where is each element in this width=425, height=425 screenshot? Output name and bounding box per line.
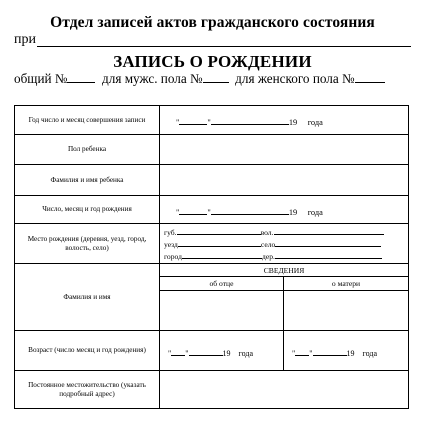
male-number-label: для мужс. пола № [102, 71, 203, 86]
father-age-value: " " 19 года [160, 344, 283, 358]
table-row [15, 165, 409, 196]
general-number-label: общий № [14, 71, 68, 86]
age-label: Возраст (число месяц и год рождения) [15, 331, 160, 371]
place-line-gorod: город дер. [160, 250, 408, 262]
child-name-label: Фамилия и имя ребенка [15, 165, 160, 196]
mother-age-field [284, 331, 409, 371]
table-row [15, 224, 409, 264]
birth-date-label: Число, месяц и год рождения [15, 196, 160, 224]
table-row [15, 106, 409, 135]
residence-field [160, 371, 409, 409]
table-row [15, 135, 409, 165]
child-name-field [160, 165, 409, 196]
registration-date-label: Год число и месяц совершения записи [15, 106, 160, 135]
birth-record-table [14, 105, 409, 409]
record-counts [14, 71, 414, 87]
father-age-field [160, 331, 284, 371]
father-header: об отце [160, 277, 284, 291]
registration-date-field [160, 106, 409, 135]
table-row [15, 331, 409, 371]
residence-label: Постоянное местожительство (указать подробный адрес) [15, 371, 160, 409]
pri-label: при [14, 32, 36, 47]
birth-date-field [160, 196, 409, 224]
sex-label: Пол ребенка [15, 135, 160, 165]
table-row [15, 264, 409, 277]
mother-surname-field [284, 291, 409, 331]
info-header: СВЕДЕНИЯ [160, 264, 409, 277]
female-number-blank [355, 71, 385, 83]
male-number-blank [203, 71, 229, 83]
father-surname-field [160, 291, 284, 331]
surname-label: Фамилия и имя [15, 264, 160, 331]
birth-place-field [160, 224, 409, 264]
female-number-label: для женского пола № [235, 71, 355, 86]
birth-date-value: " " 19 года [160, 203, 408, 217]
birth-place-label: Место рождения (деревня, уезд, город, волость, село) [15, 224, 160, 264]
place-line-gub: губ. вол. [160, 226, 408, 238]
mother-age-value: " " 19 года [284, 344, 408, 358]
office-title: Отдел записей актов гражданского состояния [50, 14, 375, 31]
pri-line [37, 46, 411, 47]
table-row [15, 371, 409, 409]
registration-date-value: " " 19 года [160, 113, 408, 127]
table-row [15, 196, 409, 224]
place-line-uezd: уезд село [160, 238, 408, 250]
record-title: ЗАПИСЬ О РОЖДЕНИИ [113, 52, 312, 71]
general-number-blank [67, 71, 95, 83]
mother-header: о матери [284, 277, 409, 291]
sex-field [160, 135, 409, 165]
